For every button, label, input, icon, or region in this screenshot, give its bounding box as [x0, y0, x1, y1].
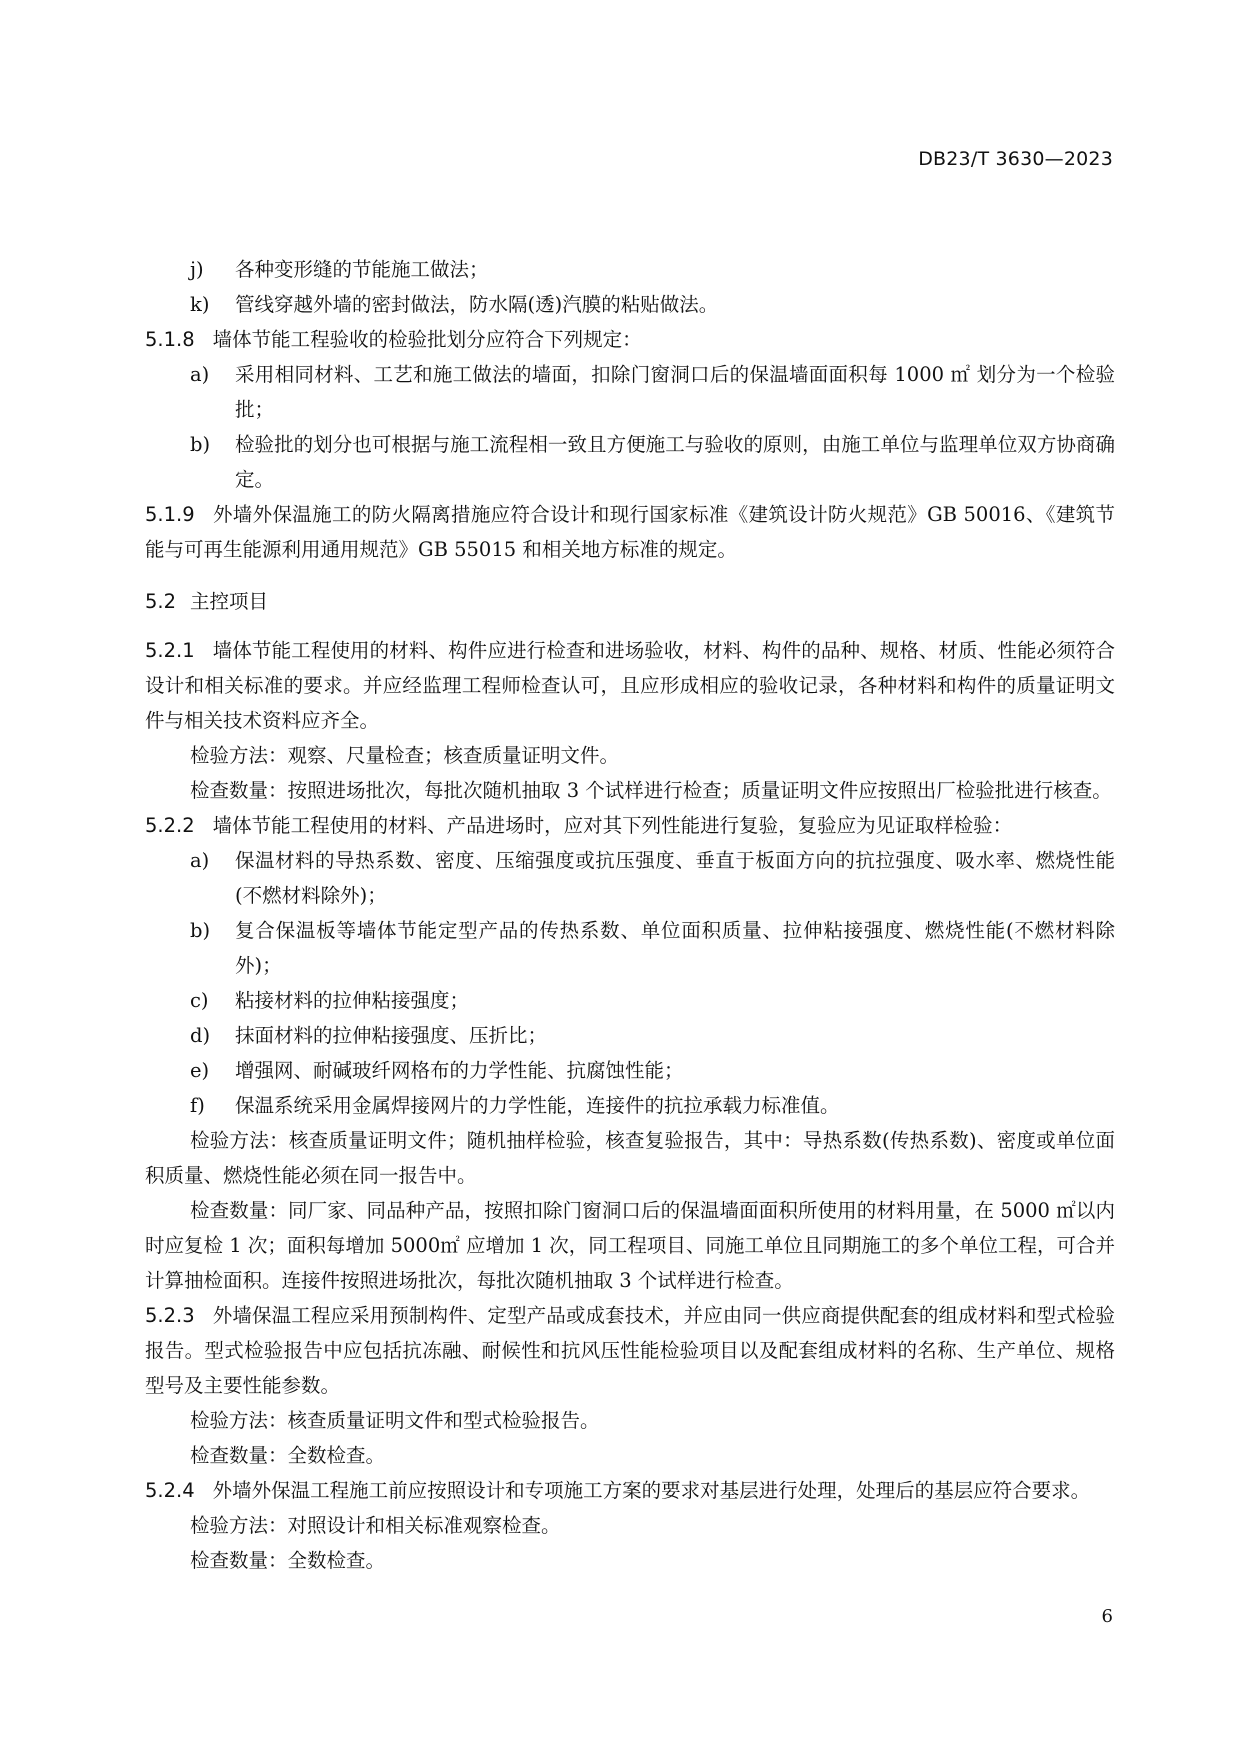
clause-text: 外墙保温工程应采用预制构件、定型产品或成套技术，并应由同一供应商提供配套的组成材料和型式检验报告。型式检验报告中应包括抗冻融、耐候性和抗风压性能检验项目以及配套组成材料的名称、生产单位、规格型号及主要性能参数。 — [145, 1304, 1115, 1397]
list-text: 复合保温板等墙体节能定型产品的传热系数、单位面积质量、拉伸粘接强度、燃烧性能(不燃材料除外)； — [235, 919, 1115, 977]
list-marker: e) — [190, 1059, 210, 1082]
inspection-method: 检验方法：观察、尺量检查；核查质量证明文件。 — [190, 744, 620, 767]
list-item — [145, 357, 1115, 427]
document-number: DB23/T 3630—2023 — [918, 148, 1113, 170]
clause-text: 外墙外保温工程施工前应按照设计和专项施工方案的要求对基层进行处理，处理后的基层应符合要求。 — [212, 1479, 1091, 1502]
document-body — [145, 252, 1115, 1578]
list-marker: a) — [190, 849, 210, 872]
page-number: 6 — [1101, 1606, 1113, 1627]
inspection-method: 检验方法：核查质量证明文件和型式检验报告。 — [190, 1409, 600, 1432]
clause-number: 5.2.4 — [145, 1479, 195, 1502]
list-item — [145, 843, 1115, 913]
list-item — [145, 983, 1115, 1018]
list-item — [145, 287, 1115, 322]
list-marker: j) — [190, 258, 204, 281]
clause-number: 5.1.8 — [145, 328, 195, 351]
list-marker: k) — [190, 293, 210, 316]
list-text: 管线穿越外墙的密封做法，防水隔(透)汽膜的粘贴做法。 — [235, 293, 719, 316]
clause-5-2-4 — [145, 1473, 1115, 1508]
list-text: 采用相同材料、工艺和施工做法的墙面，扣除门窗洞口后的保温墙面面积每 1000 ㎡ 划分为一个检验批； — [235, 363, 1115, 421]
list-text: 保温系统采用金属焊接网片的力学性能，连接件的抗拉承载力标准值。 — [235, 1094, 840, 1117]
clause-text: 墙体节能工程验收的检验批划分应符合下列规定： — [212, 328, 642, 351]
list-item — [145, 913, 1115, 983]
list-item — [145, 427, 1115, 497]
list-text: 增强网、耐碱玻纤网格布的力学性能、抗腐蚀性能； — [235, 1059, 684, 1082]
inspection-quantity: 检查数量：同厂家、同品种产品，按照扣除门窗洞口后的保温墙面面积所使用的材料用量，在 5000 ㎡以内时应复检 1 次；面积每增加 5000㎡ 应增加 1 次，同工程项目、同施工单位且同期施工的多个单位工程，可合并计算抽检面积。连接件按照进场批次，每批次随机抽取 3 个试样进行检查。 — [145, 1199, 1115, 1292]
clause-5-2-1 — [145, 633, 1115, 738]
clause-text: 外墙外保温施工的防火隔离措施应符合设计和现行国家标准《建筑设计防火规范》GB 50016、《建筑节能与可再生能源利用通用规范》GB 55015 和相关地方标准的规定。 — [145, 503, 1115, 561]
clause-number: 5.1.9 — [145, 503, 195, 526]
list-item — [145, 1088, 1115, 1123]
inspection-quantity: 检查数量：按照进场批次，每批次随机抽取 3 个试样进行检查；质量证明文件应按照出厂检验批进行核查。 — [190, 779, 1112, 802]
inspection-method: 检验方法：对照设计和相关标准观察检查。 — [190, 1514, 561, 1537]
section-number: 5.2 — [145, 590, 177, 613]
list-item — [145, 1018, 1115, 1053]
clause-5-2-3 — [145, 1298, 1115, 1403]
list-marker: b) — [190, 433, 211, 456]
list-marker: a) — [190, 363, 210, 386]
clause-5-1-9 — [145, 497, 1115, 567]
inspection-method: 检验方法：核查质量证明文件；随机抽样检验，核查复验报告，其中：导热系数(传热系数)、密度或单位面积质量、燃烧性能必须在同一报告中。 — [145, 1129, 1115, 1187]
list-text: 抹面材料的拉伸粘接强度、压折比； — [235, 1024, 548, 1047]
clause-5-2-2 — [145, 808, 1115, 843]
clause-number: 5.2.2 — [145, 814, 195, 837]
clause-number: 5.2.3 — [145, 1304, 195, 1327]
list-item — [145, 252, 1115, 287]
inspection-quantity: 检查数量：全数检查。 — [190, 1444, 386, 1467]
clause-5-1-8 — [145, 322, 1115, 357]
list-marker: b) — [190, 919, 211, 942]
clause-text: 墙体节能工程使用的材料、构件应进行检查和进场验收，材料、构件的品种、规格、材质、性能必须符合设计和相关标准的要求。并应经监理工程师检查认可，且应形成相应的验收记录，各种材料和构件的质量证明文件与相关技术资料应齐全。 — [145, 639, 1115, 732]
list-marker: d) — [190, 1024, 211, 1047]
list-marker: f) — [190, 1094, 205, 1117]
list-text: 检验批的划分也可根据与施工流程相一致且方便施工与验收的原则，由施工单位与监理单位双方协商确定。 — [235, 433, 1115, 491]
clause-text: 墙体节能工程使用的材料、产品进场时，应对其下列性能进行复验，复验应为见证取样检验： — [212, 814, 1013, 837]
list-marker: c) — [190, 989, 209, 1012]
list-text: 保温材料的导热系数、密度、压缩强度或抗压强度、垂直于板面方向的抗拉强度、吸水率、燃烧性能(不燃材料除外)； — [235, 849, 1115, 907]
section-heading — [145, 584, 1115, 619]
section-title: 主控项目 — [190, 590, 269, 613]
list-item — [145, 1053, 1115, 1088]
list-text: 各种变形缝的节能施工做法； — [235, 258, 489, 281]
clause-number: 5.2.1 — [145, 639, 195, 662]
inspection-quantity: 检查数量：全数检查。 — [190, 1549, 386, 1572]
list-text: 粘接材料的拉伸粘接强度； — [235, 989, 470, 1012]
